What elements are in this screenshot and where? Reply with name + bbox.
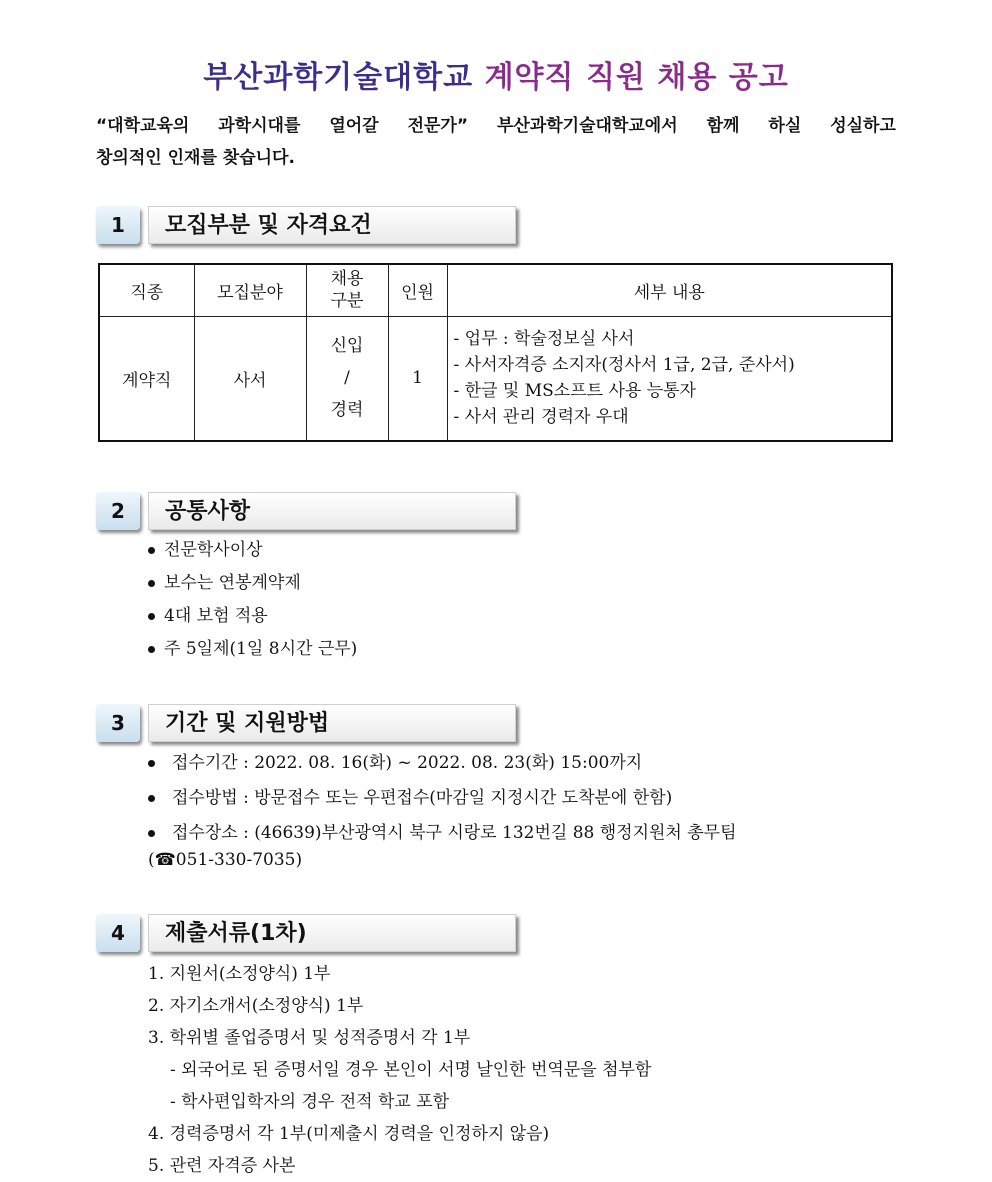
list-subitem: - 외국어로 된 증명서일 경우 본인이 서명 날인한 번역문을 첨부함 bbox=[170, 1060, 652, 1080]
recruitment-table bbox=[98, 263, 893, 442]
list-item: 3. 학위별 졸업증명서 및 성적증명서 각 1부 bbox=[148, 1028, 471, 1048]
intro-word: 부산과학기술대학교에서 bbox=[496, 116, 678, 136]
section-header-common bbox=[96, 490, 524, 530]
section-number: 2 bbox=[96, 492, 140, 530]
hire-experienced: 경력 bbox=[330, 400, 364, 421]
section-title: 제출서류(1차) bbox=[148, 914, 516, 952]
table-header-row bbox=[99, 264, 892, 316]
hire-new: 신입 bbox=[330, 336, 364, 357]
header-count: 인원 bbox=[388, 264, 447, 316]
list-subitem: - 학사편입학자의 경우 전적 학교 포함 bbox=[170, 1092, 450, 1112]
section-title: 공통사항 bbox=[148, 492, 516, 530]
cell-hire-type bbox=[306, 316, 388, 441]
common-list bbox=[148, 534, 357, 666]
cell-job-type: 계약직 bbox=[99, 316, 194, 441]
list-item: 전문학사이상 bbox=[148, 534, 357, 567]
cell-count: 1 bbox=[388, 316, 447, 441]
intro-line-2: 창의적인 인재를 찾습니다. bbox=[96, 148, 295, 168]
section-number: 3 bbox=[96, 704, 140, 742]
cell-details bbox=[447, 316, 892, 441]
detail-item: - 사서자격증 소지자(정사서 1급, 2급, 준사서) bbox=[453, 355, 795, 376]
page-title bbox=[0, 52, 992, 96]
documents-list bbox=[148, 958, 651, 1182]
title-university: 부산과학기술대학교 bbox=[203, 60, 474, 95]
header-hire-line1: 채용 bbox=[330, 269, 364, 290]
intro-word: 전문가” bbox=[407, 116, 469, 136]
intro-word: “대학교육의 bbox=[96, 116, 190, 136]
cell-field: 사서 bbox=[194, 316, 306, 441]
list-item: 접수장소 : (46639)부산광역시 북구 시랑로 132번길 88 행정지원처 총무팀 bbox=[148, 816, 737, 851]
list-item: 보수는 연봉계약제 bbox=[148, 567, 357, 600]
list-item: 4대 보험 적용 bbox=[148, 600, 357, 633]
section-header-apply bbox=[96, 702, 524, 742]
list-item: 5. 관련 자격증 사본 bbox=[148, 1156, 296, 1176]
list-item: 접수기간 : 2022. 08. 16(화) ~ 2022. 08. 23(화) 15:00까지 bbox=[148, 746, 737, 781]
intro-word: 과학시대를 bbox=[218, 116, 301, 136]
detail-item: - 한글 및 MS소프트 사용 능통자 bbox=[453, 381, 696, 402]
intro-text bbox=[96, 110, 896, 174]
detail-item: - 사서 관리 경력자 우대 bbox=[453, 407, 629, 428]
detail-item: - 업무 : 학술정보실 사서 bbox=[453, 329, 635, 350]
list-item: 1. 지원서(소정양식) 1부 bbox=[148, 964, 331, 984]
section-header-documents bbox=[96, 912, 524, 952]
header-detail: 세부 내용 bbox=[447, 264, 892, 316]
table-row bbox=[99, 316, 892, 441]
section-number: 1 bbox=[96, 206, 140, 244]
section-header-recruitment bbox=[96, 204, 524, 244]
intro-word: 열어갈 bbox=[329, 116, 379, 136]
section-number: 4 bbox=[96, 914, 140, 952]
header-hire-type bbox=[306, 264, 388, 316]
header-hire-line2: 구분 bbox=[330, 291, 364, 312]
list-item: 4. 경력증명서 각 1부(미제출시 경력을 인정하지 않음) bbox=[148, 1124, 550, 1144]
title-announcement: 계약직 직원 채용 공고 bbox=[484, 60, 789, 95]
list-item: 주 5일제(1일 8시간 근무) bbox=[148, 633, 357, 666]
intro-word: 하실 bbox=[768, 116, 802, 136]
contact-phone: (☎051-330-7035) bbox=[148, 850, 303, 870]
header-job-type: 직종 bbox=[99, 264, 194, 316]
header-field: 모집분야 bbox=[194, 264, 306, 316]
section-title: 모집부분 및 자격요건 bbox=[148, 206, 516, 244]
intro-word: 성실하고 bbox=[830, 116, 896, 136]
intro-line-1 bbox=[96, 110, 896, 142]
section-title: 기간 및 지원방법 bbox=[148, 704, 516, 742]
list-item: 접수방법 : 방문접수 또는 우편접수(마감일 지정시간 도착분에 한함) bbox=[148, 781, 737, 816]
list-item: 2. 자기소개서(소정양식) 1부 bbox=[148, 996, 364, 1016]
intro-word: 함께 bbox=[706, 116, 740, 136]
apply-list bbox=[148, 746, 737, 851]
hire-slash: / bbox=[344, 368, 350, 389]
